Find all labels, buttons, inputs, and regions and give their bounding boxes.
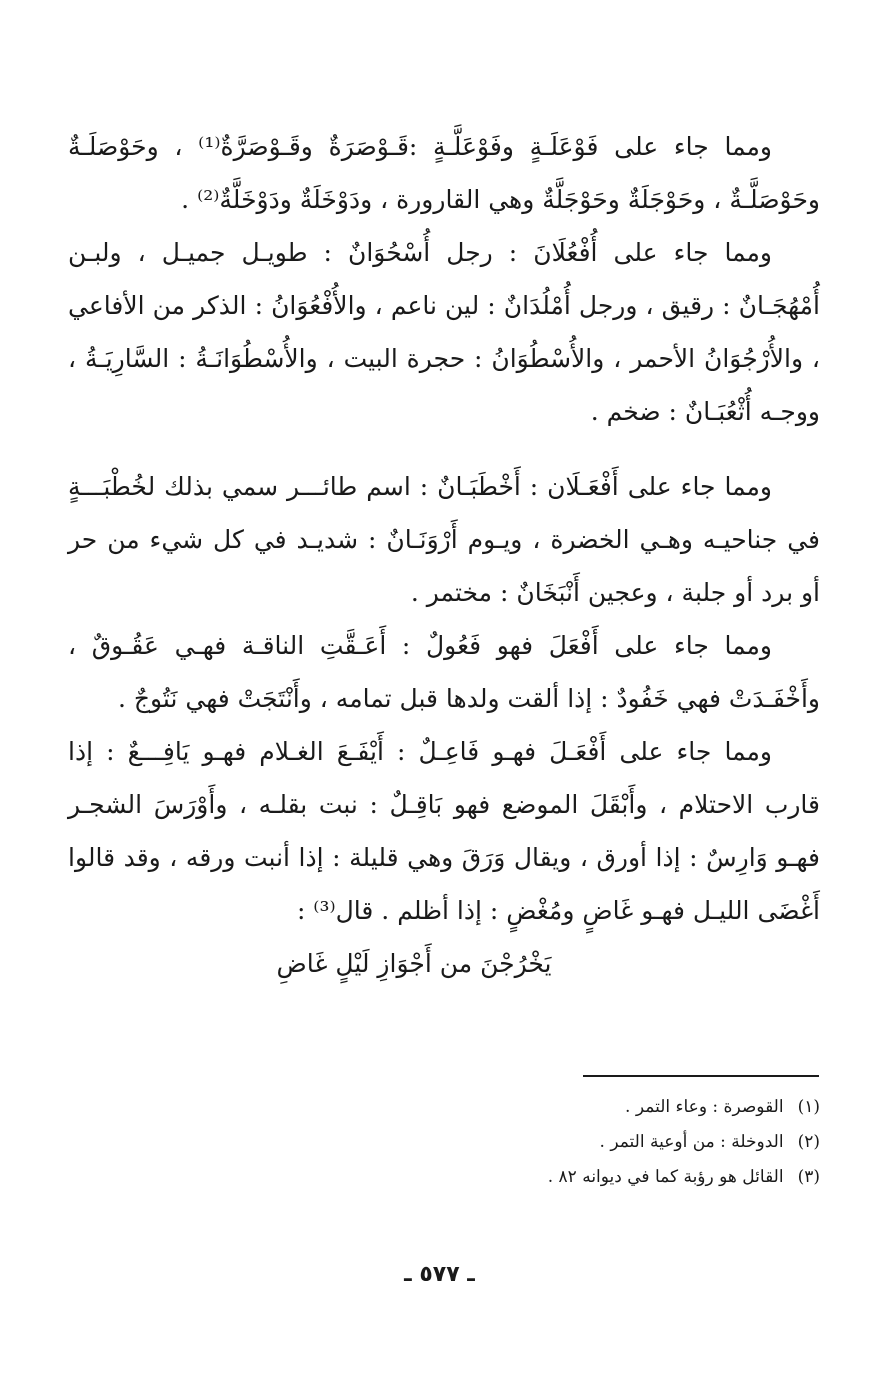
footnote-separator [583,1075,819,1077]
footnote-text: القائل هو رؤبة كما في ديوانه ٨٢ . [547,1167,784,1187]
paragraph-fawala: ومما جاء على فَوْعَلَـةٍ وفَوْعَلَّـةٍ :قَـوْصَرَةٌ وقَـوْصَرَّةٌ⁽¹⁾ ، وحَوْصَلَـةٌ وحَوْصَلَّـةٌ ، وحَوْجَلَةٌ وحَوْجَلَّةٌ وهي القارورة ، ودَوْخَلَةٌ ودَوْخَلَّةٌ⁽²⁾ . [68,132,820,214]
footnote-item [200,1090,820,1125]
page-number: ـ ٥٧٧ ـ [404,1262,475,1287]
main-text [68,120,820,990]
footnote-item [200,1125,820,1160]
paragraph-afala-faul: ومما جاء على أَفْعَلَ فهو فَعُولٌ : أَعَـقَّتِ الناقـة فهـي عَقُـوقٌ ، وأَخْفَـدَتْ فهي خَفُودٌ : إذا ألقت ولدها قبل تمامه ، وأَنْتَجَتْ فهي نَتُوجٌ . [68,631,820,713]
footnote-number: (١) [797,1097,820,1117]
paragraph-afalan: ومما جاء على أَفْعَـلَان : أَخْطَبَـانٌ : اسم طائـــر سمي بذلك لخُطْبَـــةٍ في جناحيـه وهـي الخضرة ، ويـوم أَرْوَنَـانٌ : شديـد في كل شيء من حر أو برد أو جلبة ، وعجين أَنْبَخَانٌ : مختمر . [68,472,820,607]
footnote-text: الدوخلة : من أوعية التمر . [599,1132,784,1152]
footnote-item [200,1160,820,1195]
verse-line: يَخْرُجْنَ من أَجْوَازِ لَيْلٍ غَاضِ [276,949,552,978]
paragraph-afala-fail: ومما جاء على أَفْعَـلَ فهـو فَاعِـلٌ : أَيْفَـعَ الغـلام فهـو يَافِـــعٌ : إذا قارب الاحتلام ، وأَبْقَلَ الموضع فهو بَاقِـلٌ : نبت بقلـه ، وأَوْرَسَ الشجـر فهـو وَارِسٌ : إذا أورق ، ويقال وَرَقَ وهي قليلة : إذا أنبت ورقه ، وقد قالوا أَغْضَى الليـل فهـو غَاضٍ ومُغْضٍ : إذا أظلم . قال⁽³⁾ : [68,737,820,925]
footnotes [200,1090,820,1195]
footnote-number: (٢) [797,1132,820,1152]
footnote-number: (٣) [797,1167,820,1187]
footnote-text: القوصرة : وعاء التمر . [625,1097,784,1117]
paragraph-ufulan: ومما جاء على أُفْعُلَانَ : رجل أُسْحُوَانٌ : طويـل جميـل ، ولبـن أُمْهُجَـانٌ : رقيق ، ورجل أُمْلُدَانٌ : لين ناعم ، والأُفْعُوَانُ : الذكر من الأفاعي ، والأُرْجُوَانُ الأحمر ، والأُسْطُوَانُ : حجرة البيت ، والأُسْطُوَانَـةُ : السَّارِيَـةُ ، ووجـه أُثْعُبَـانٌ : ضخم . [68,238,820,426]
